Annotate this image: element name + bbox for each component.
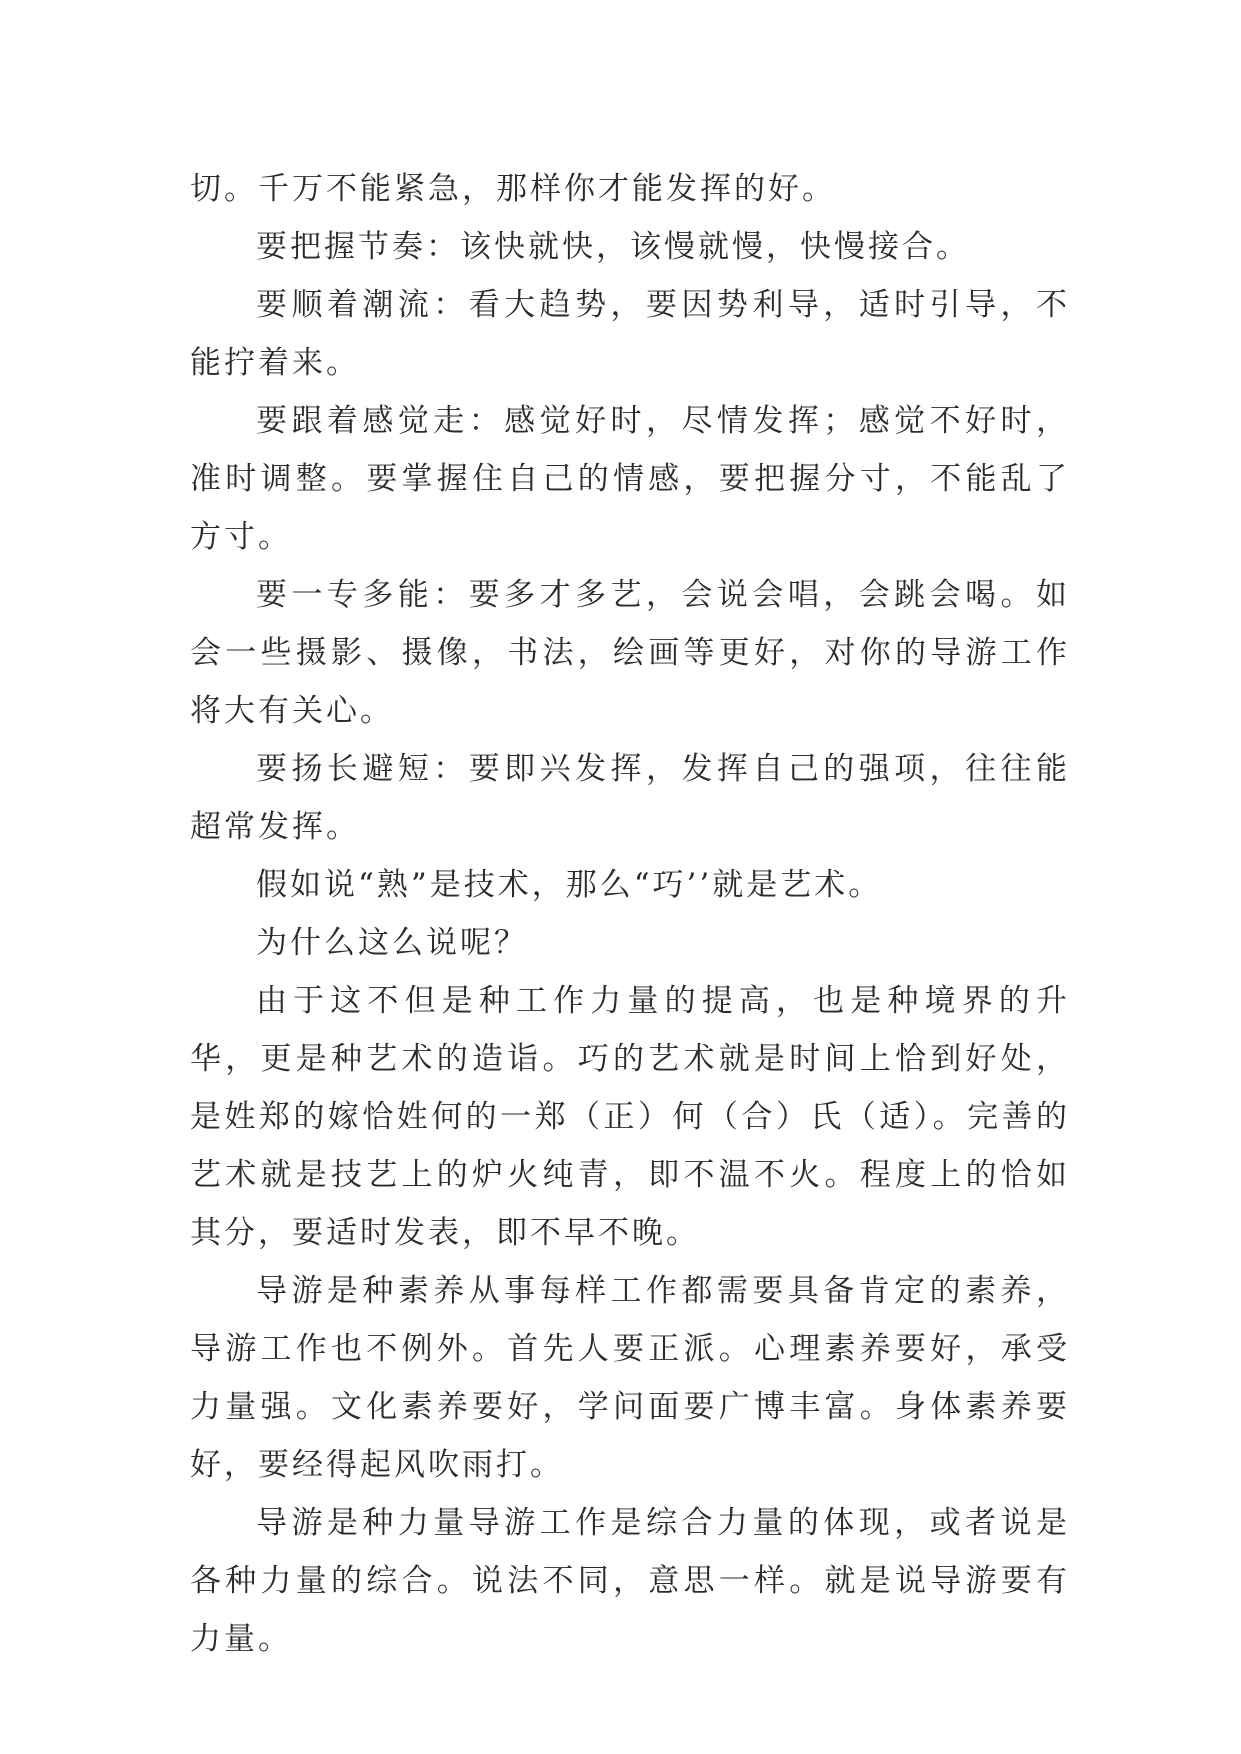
- paragraph-2: 要把握节奏：该快就快，该慢就慢，快慢接合。: [256, 229, 970, 265]
- paragraph-6: 要扬长避短：要即兴发挥，发挥自己的强项，往往能超常发挥。: [190, 751, 1070, 845]
- paragraph-10: 导游是种素养从事每样工作都需要具备肯定的素养，导游工作也不例外。首先人要正派。心理素养要好，承受力量强。文化素养要好，学问面要广博丰富。身体素养要好，要经得起风吹雨打。: [190, 1273, 1070, 1483]
- paragraph-11: 导游是种力量导游工作是综合力量的体现，或者说是各种力量的综合。说法不同，意思一样。就是说导游要有力量。: [190, 1505, 1070, 1657]
- body-text: [190, 160, 1070, 1668]
- paragraph-9: 由于这不但是种工作力量的提高，也是种境界的升华，更是种艺术的造诣。巧的艺术就是时间上恰到好处，是姓郑的嫁恰姓何的一郑（正）何（合）氏（适）。完善的艺术就是技艺上的炉火纯青，即不温不火。程度上的恰如其分，要适时发表，即不早不晚。: [190, 983, 1070, 1251]
- paragraph-1: 切。千万不能紧急，那样你才能发挥的好。: [190, 171, 836, 207]
- paragraph-5: 要一专多能：要多才多艺，会说会唱，会跳会喝。如会一些摄影、摄像，书法，绘画等更好，对你的导游工作将大有关心。: [190, 577, 1070, 729]
- paragraph-3: 要顺着潮流：看大趋势，要因势利导，适时引导，不能拧着来。: [190, 287, 1070, 381]
- paragraph-8: 为什么这么说呢？: [256, 925, 528, 961]
- paragraph-7: 假如说“熟”是技术，那么“巧’’就是艺术。: [256, 867, 883, 903]
- paragraph-4: 要跟着感觉走：感觉好时，尽情发挥；感觉不好时，准时调整。要掌握住自己的情感，要把握分寸，不能乱了方寸。: [190, 403, 1070, 555]
